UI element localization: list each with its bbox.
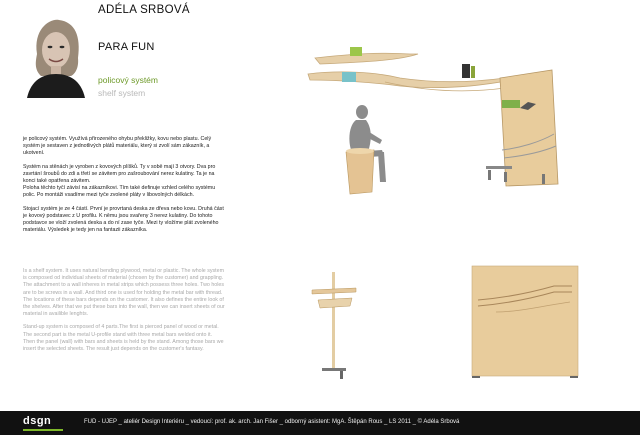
paragraph: Then the panel (wall) with bars and sheets is held by the stand. Among those bars we insert the selected sheets. The result just depends on the customer's fantasy. — [23, 338, 224, 353]
portrait-image — [23, 14, 87, 98]
description-english — [23, 268, 228, 359]
stand-base — [486, 166, 512, 169]
main-render — [290, 30, 620, 210]
box-green — [350, 47, 362, 56]
description-czech — [23, 136, 228, 240]
pole-shelf-render — [300, 272, 370, 382]
subtitle-czech: policový systém — [98, 75, 158, 85]
panel-shelf-render — [466, 262, 584, 392]
logo-underline — [23, 429, 63, 431]
box-teal — [342, 72, 356, 82]
paragraph: je policový systém. Využívá přirozeného ohybu překližky, kovu nebo plastu. Celý systém je sestaven z jednotlivých plátů materiálu, který si zvolí sám zákazník, a ukotvení. — [23, 136, 212, 157]
paragraph: The attachment to a wall inheres in metal strips which possess three holes. Two holes are to be screws in a wall. And third one is used for holding the metal bar with thread. — [23, 282, 224, 296]
project-title: PARA FUN — [98, 41, 155, 53]
pole-base — [322, 368, 346, 371]
footer-credits: FUD - UJEP _ ateliér Design Interiéru _ vedoucí: prof. ak. arch. Jan Fišer _ odborný asistent: MgA. Štěpán Rous _ LS 2011 _ © Adéla Srbová — [84, 419, 460, 425]
stool — [346, 148, 374, 194]
panel-box — [502, 100, 520, 108]
standing-panel — [486, 70, 558, 186]
studio-logo: dsgn — [23, 415, 52, 427]
paragraph: Systém na stěnách je vyroben z kovových plíšků. Ty v sobě mají 3 otvory. Dva pro zavrtání šroubů do zdi a třetí se závitem pro zašroubování nerez kulatiny. Ta je na konci také opatřena závitem. — [23, 163, 216, 185]
designer-name: ADÉLA SRBOVÁ — [98, 4, 190, 16]
paragraph: Is a shelf system. It uses natural bending plywood, metal or plastic. The whole system is composed od individual sheets of material (chosen by the customer) and grappling. — [23, 268, 224, 282]
paragraph: Stand-up system is composed of 4 parts.The first is pierced panel of wood or metal. The second part is the metal U-profile stand with three metal bars welded onto it. — [23, 324, 219, 338]
books — [462, 64, 470, 78]
wall-shelf-lower — [308, 64, 512, 91]
paragraph: Stojací systém je ze 4 částí. První je provrtaná deska ze dřeva nebo kovu. Druhá část je kovový podstavec z U profilu. K němu jsou svařeny 3 nerez kulatiny. Do tohoto podstavce se vloží zvolená deska a do ní zase tyče. Mezi ty vložíme plát zvoleného materiálu. Výsledek je tedy jen na fantazii zákazníka. — [23, 205, 224, 234]
subtitle-english: shelf system — [98, 88, 146, 98]
paragraph: Poloha těchto tyčí závisí na zákazníkovi. Tím také definuje vzhled celého systému polic. Po montáži vsadíme mezi tyče zvolené pláty v libovolných délkách. — [23, 185, 216, 199]
paragraph: The locations of these bars depends on the customer. It also defines the entire look of the shelves. After that we put these bars into the wall, then we can insert sheets of our material in availible lenghts. — [23, 296, 225, 318]
designer-portrait — [23, 14, 87, 98]
wall-shelf-upper — [315, 47, 418, 64]
